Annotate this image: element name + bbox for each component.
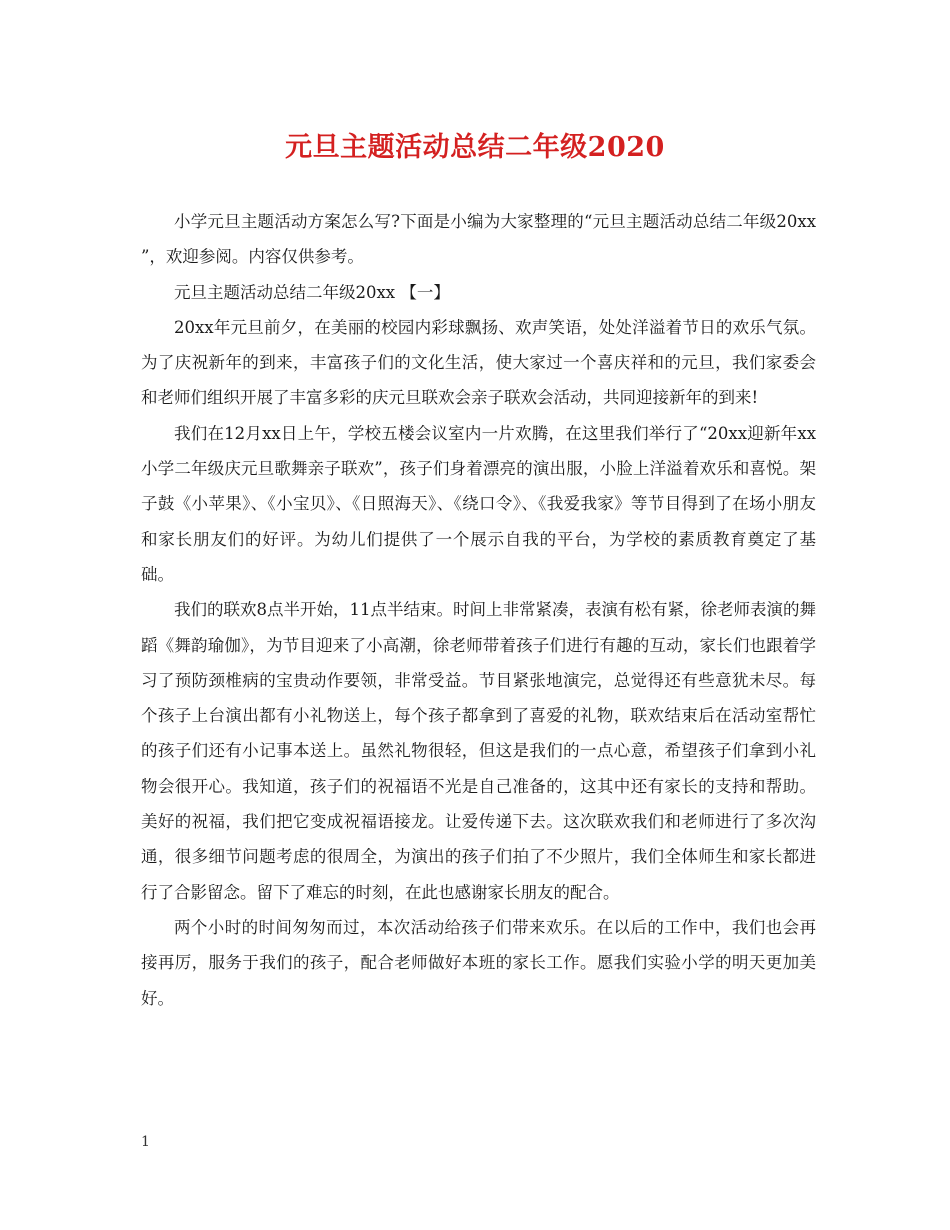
body-paragraph: 我们的联欢8点半开始，11点半结束。时间上非常紧凑，表演有松有紧，徐老师表演的舞蹈《舞韵瑜伽》，为节目迎来了小高潮，徐老师带着孩子们进行有趣的互动，家长们也跟着学习了预防颈椎病的宝贵动作要领，非常受益。节目紧张地演完，总觉得还有些意犹未尽。每个孩子上台演出都有小礼物送上，每个孩子都拿到了喜爱的礼物，联欢结束后在活动室帮忙的孩子们还有小记事本送上。虽然礼物很轻，但这是我们的一点心意，希望孩子们拿到小礼物会很开心。我知道，孩子们的祝福语不光是自己准备的，这其中还有家长的支持和帮助。美好的祝福，我们把它变成祝福语接龙。让爱传递下去。这次联欢我们和老师进行了多次沟通，很多细节问题考虑的很周全，为演出的孩子们拍了不少照片，我们全体师生和家长都进行了合影留念。留下了难忘的时刻，在此也感谢家长朋友的配合。 (141, 600, 816, 902)
body-paragraph: 我们在12月xx日上午，学校五楼会议室内一片欢腾，在这里我们举行了“20xx迎新年xx小学二年级庆元旦歌舞亲子联欢”，孩子们身着漂亮的演出服，小脸上洋溢着欢乐和喜悦。架子鼓《小苹果》、《小宝贝》、《日照海天》、《绕口令》、《我爱我家》等节目得到了在场小朋友和家长朋友们的好评。为幼儿们提供了一个展示自我的平台，为学校的素质教育奠定了基础。 (141, 423, 816, 584)
document-title: 元旦主题活动总结二年级2020 (285, 132, 665, 163)
document-body (141, 204, 816, 1016)
page-number: 1 (141, 1134, 150, 1150)
section-heading: 元旦主题活动总结二年级20xx 【一】 (174, 282, 450, 302)
body-paragraph: 两个小时的时间匆匆而过，本次活动给孩子们带来欢乐。在以后的工作中，我们也会再接再厉，服务于我们的孩子，配合老师做好本班的家长工作。愿我们实验小学的明天更加美好。 (141, 917, 816, 1008)
intro-paragraph: 小学元旦主题活动方案怎么写?下面是小编为大家整理的“元旦主题活动总结二年级20xx ”，欢迎参阅。内容仅供参考。 (141, 212, 816, 267)
body-paragraph: 20xx年元旦前夕，在美丽的校园内彩球飘扬、欢声笑语，处处洋溢着节日的欢乐气氛。为了庆祝新年的到来，丰富孩子们的文化生活，使大家过一个喜庆祥和的元旦，我们家委会和老师们组织开展了丰富多彩的庆元旦联欢会亲子联欢会活动，共同迎接新年的到来! (141, 317, 816, 408)
